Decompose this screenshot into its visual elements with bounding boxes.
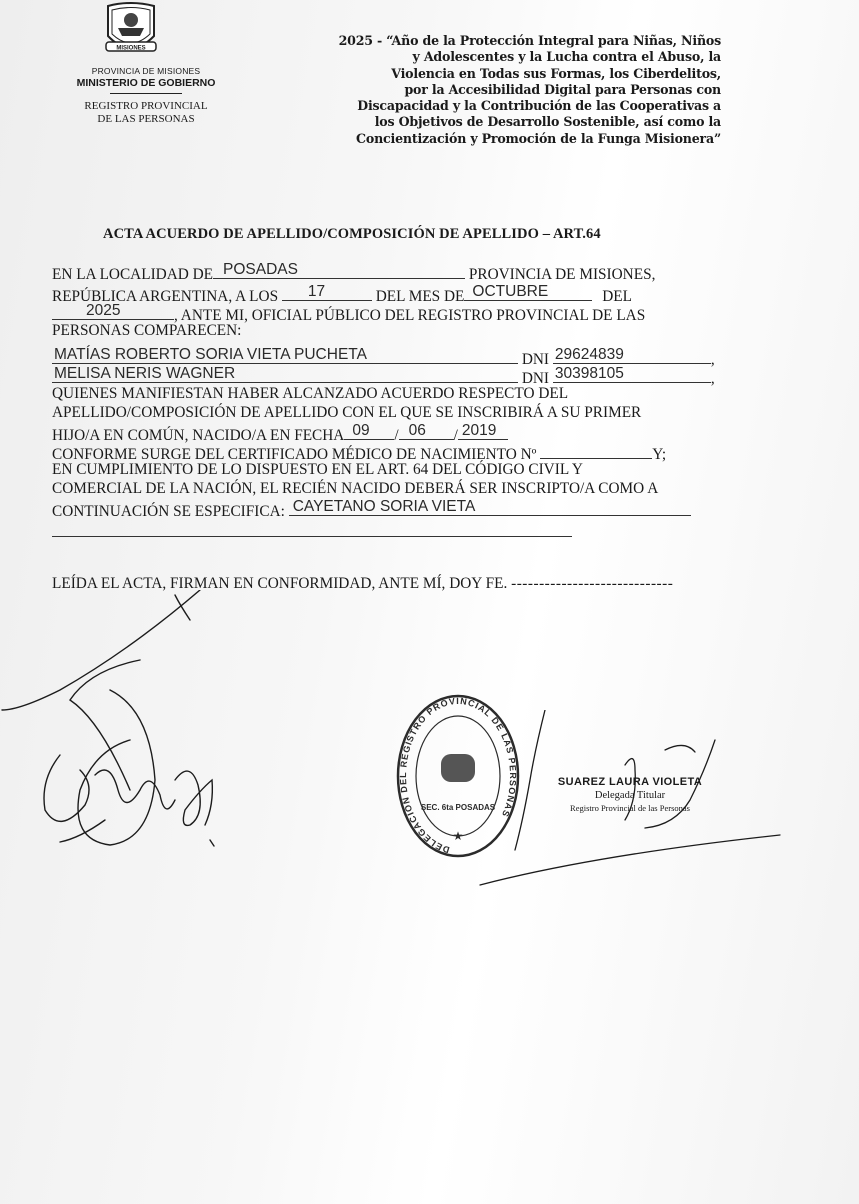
person2-dni-field	[553, 366, 711, 383]
document-title: ACTA ACUERDO DE APELLIDO/COMPOSICIÓN DE APELLIDO – ART.64	[103, 226, 601, 242]
official-role: Delegada Titular	[594, 790, 666, 801]
label-official: , ANTE MI, OFICIAL PÚBLICO DEL REGISTRO PROVINCIAL DE LAS	[174, 307, 646, 324]
label-province: PROVINCIA DE MISIONES,	[468, 266, 656, 283]
year-value: 2025	[86, 302, 121, 319]
motto-line: Concientización y Promoción de la Funga Misionera”	[356, 130, 721, 146]
label-birth-date: HIJO/A EN COMÚN, NACIDO/A EN FECHA	[52, 427, 345, 444]
certificate-field	[540, 442, 652, 459]
header-left	[62, 66, 230, 126]
continuation-field	[52, 520, 572, 537]
year-motto	[300, 33, 721, 147]
label-locality: EN LA LOCALIDAD DE	[52, 266, 214, 283]
month-value: OCTUBRE	[472, 283, 549, 300]
motto-line: Discapacidad y la Contribución de las Cooperativas a	[357, 98, 721, 114]
text-art64: EN CUMPLIMIENTO DE LO DISPUESTO EN EL ART. 64 DEL CÓDIGO CIVIL Y	[52, 461, 583, 478]
label-month: DEL MES DE	[375, 288, 465, 305]
year-field	[52, 303, 174, 320]
day-value: 17	[307, 283, 326, 300]
ministry-name: MINISTERIO DE GOBIERNO	[76, 77, 216, 89]
birth-day-field	[344, 423, 394, 440]
birth-year-value: 2019	[461, 422, 497, 439]
month-field	[464, 284, 592, 301]
closing-text: LEÍDA EL ACTA, FIRMAN EN CONFORMIDAD, ANTE MÍ, DOY FE.	[52, 575, 508, 592]
person1-name-field	[52, 347, 518, 364]
motto-line: 2025 - “Año de la Protección Integral para Niñas, Niños	[338, 33, 721, 48]
line-agreement	[52, 385, 568, 403]
slash: /	[453, 427, 458, 444]
person2-name-value: MELISA NERIS WAGNER	[54, 365, 236, 382]
line-inscription	[52, 480, 658, 498]
child-name-value: CAYETANO SORIA VIETA	[292, 498, 476, 515]
day-field	[282, 284, 372, 301]
person1-dni-field	[553, 347, 711, 364]
text-surname: APELLIDO/COMPOSICIÓN DE APELLIDO CON EL QUE SE INSCRIBIRÁ A SU PRIMER	[52, 404, 642, 421]
header-divider	[110, 93, 182, 94]
label-appear: PERSONAS COMPARECEN:	[52, 322, 242, 339]
label-year: DEL	[602, 288, 632, 305]
province-name: PROVINCIA DE MISIONES	[91, 66, 201, 76]
person2-name-field	[52, 366, 518, 383]
locality-value: POSADAS	[223, 261, 298, 278]
label-day: REPÚBLICA ARGENTINA, A LOS	[52, 288, 279, 305]
registry-line-1: REGISTRO PROVINCIAL	[84, 100, 208, 112]
parent-signature	[0, 590, 240, 860]
official-name: SUAREZ LAURA VIOLETA	[557, 776, 703, 788]
line-surname	[52, 404, 641, 422]
comma: ,	[710, 370, 715, 387]
slash: /	[394, 427, 399, 444]
stamp-center-text: SEC. 6ta POSADAS	[420, 803, 496, 812]
label-child: CONTINUACIÓN SE ESPECIFICA:	[52, 503, 285, 520]
text-inscription: COMERCIAL DE LA NACIÓN, EL RECIÉN NACIDO DEBERÁ SER INSCRIPTO/A COMO A	[52, 480, 659, 497]
motto-line: por la Accesibilidad Digital para Personas con	[404, 81, 721, 97]
line-child	[52, 499, 691, 521]
comma: ,	[710, 351, 715, 368]
label-dni: DNI	[521, 370, 550, 387]
line-appear	[52, 322, 241, 340]
birth-day-value: 09	[352, 422, 370, 439]
label-dni: DNI	[521, 351, 550, 368]
person1-name-value: MATÍAS ROBERTO SORIA VIETA PUCHETA	[54, 346, 367, 363]
text-agreement: QUIENES MANIFIESTAN HABER ALCANZADO ACUERDO RESPECTO DEL	[52, 385, 569, 402]
stamp-star-icon: ★	[452, 829, 464, 843]
birth-month-value: 06	[408, 422, 426, 439]
motto-line: los Objetivos de Desarrollo Sostenible, así como la	[374, 114, 721, 130]
registry-line-2: DE LAS PERSONAS	[97, 113, 195, 125]
person2-dni-value: 30398105	[554, 365, 624, 382]
person1-dni-value: 29624839	[554, 346, 624, 363]
closing-dashes: -----------------------------	[511, 575, 674, 592]
line-art64	[52, 461, 583, 479]
misiones-coat-of-arms-logo	[100, 2, 162, 58]
motto-line: Violencia en Todas sus Formas, los Ciberdelitos,	[391, 65, 721, 81]
logo-text: MISIONES	[116, 45, 146, 52]
label-certificate: CONFORME SURGE DEL CERTIFICADO MÉDICO DE NACIMIENTO Nº	[52, 446, 537, 463]
birth-year-field	[458, 423, 508, 440]
line-continuation	[52, 520, 572, 542]
stamp-ring-text: DELEGACION DEL REGISTRO PROVINCIAL DE LAS PERSONAS	[398, 695, 519, 855]
locality-field	[213, 262, 465, 279]
text-and: Y;	[652, 446, 667, 463]
official-office: Registro Provincial de las Personas	[570, 803, 690, 813]
child-name-field	[289, 499, 691, 516]
official-signature-block	[530, 776, 730, 813]
motto-line: y Adolescentes y la Lucha contra el Abuso, la	[412, 49, 721, 65]
birth-month-field	[399, 423, 454, 440]
line-locality	[52, 262, 655, 284]
